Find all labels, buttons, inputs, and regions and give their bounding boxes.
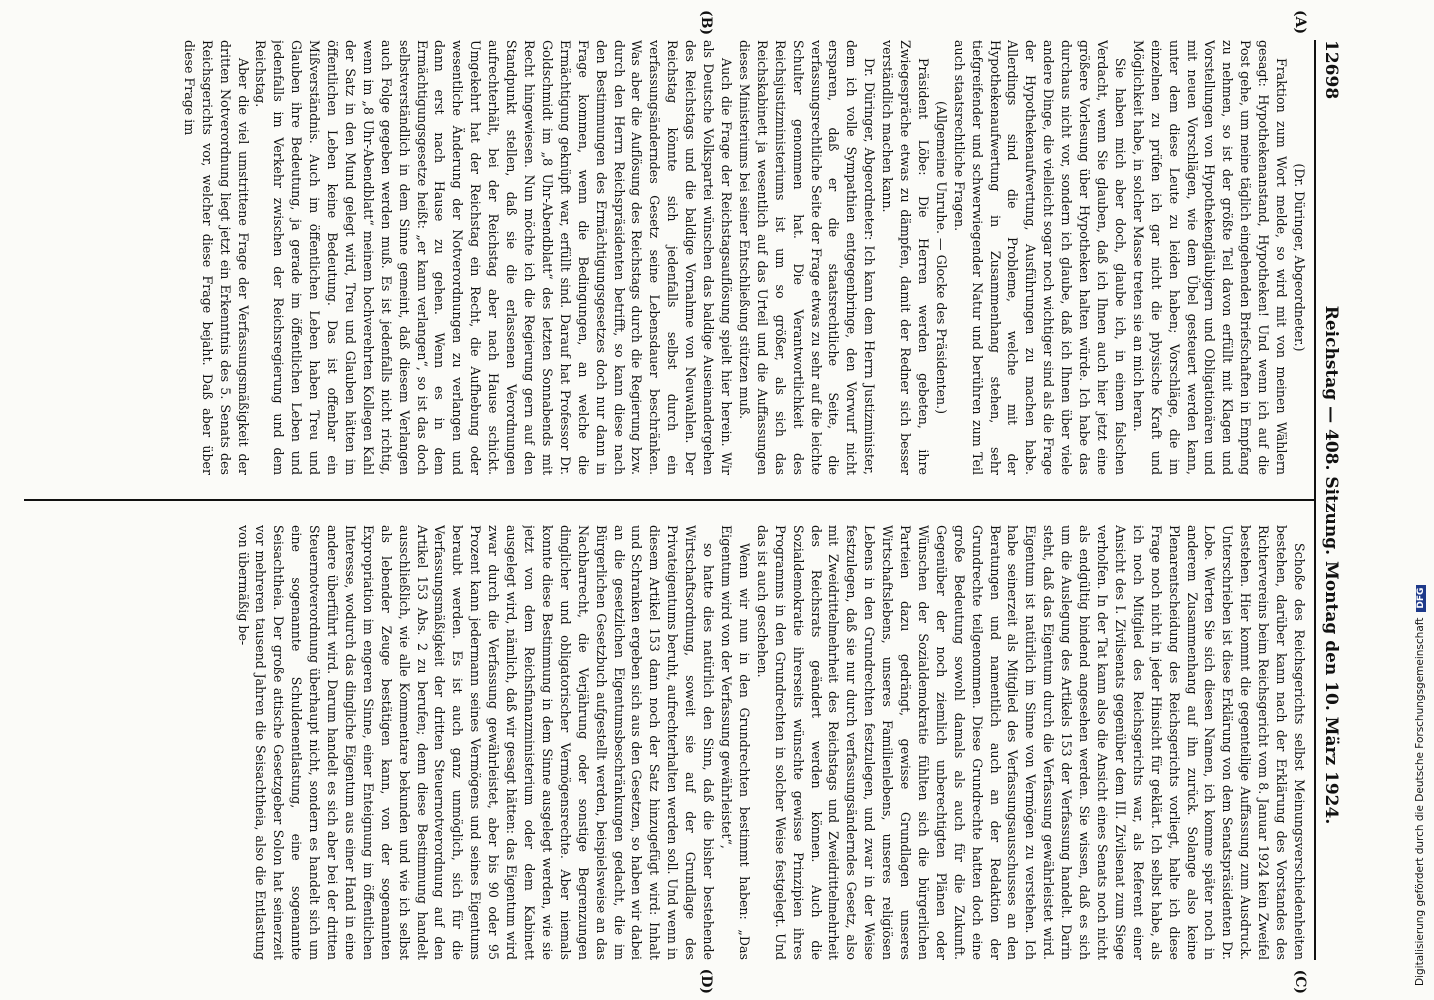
- marker-d: (D): [698, 968, 714, 994]
- paragraph: Auch die Frage der Reichstagsauflösung spielt hier herein. Wir als Deutsche Volkspartei wünschen das baldige Auseinandergehen des Reichstags und die baldige Vornahme von Neuwahlen. Der Reichstag könnte sich jedenfalls selbst durch ein verfassungsänderndes Gesetz seine Lebensdauer beschränken. Was aber die Auflösung des Reichstags durch die Regierung bzw. durch den Herrn Reichspräsidenten betrifft, so kann diese nach den Bestimmungen des Ermächtigungsgesetzes doch nur dann in Frage kommen, wenn die Bedingungen, an welche die Ermächtigung geknüpft war, erfüllt sind. Darauf hat Professor Dr. Goldschmidt im „8 Uhr-Abendblatt“ des letzten Sonnabends mit Recht hingewiesen. Nun möchte ich die Regierung gern auf den Standpunkt stellen, daß sie die erlassenen Verordnungen aufrechterhält, bei der Reichstag aber nach Hause schickt. Umgekehrt hat der Reichstag ein Recht, die Aufhebung oder wesentliche Änderung der Notverordnungen zu verlangen und dann erst nach Hause zu gehen. Wenn es in dem Ermächtigungsgesetze heißt: „er kann verlangen“, so ist das doch selbstverständlich in dem Sinne gemeint, daß diesem Verlangen auch Folge gegeben werden muß. Es ist jedenfalls nicht richtig, wenn im „8 Uhr-Abendblatt“ meinem hochverehrten Kollegen Kahl der Satz in den Mund gelegt wird, Treu und Glauben hätten im öffentlichen Leben keine Bedeutung. Das ist offenbar ein Mißverständnis. Auch im öffentlichen Leben haben Treu und Glauben ihre Bedeutung, ja gerade im öffentlichen Leben und jedenfalls im Verkehr zwischen der Reichsregierung und dem Reichstag.: [253, 40, 734, 476]
- paragraph: Aber die viel umstrittene Frage der Verfassungsmäßigkeit der dritten Notverordnung liegt jetzt ein Erkenntnis des 5. Senats des Reichsgerichts vor, welcher diese Frage bejaht. Daß aber über diese Frage im: [181, 40, 251, 476]
- paragraph: Präsident Löbe: Die Herren werden gebeten, ihre Zwiegespräche etwas zu dämpfen, damit der Redner sich besser verständlich machen kann.: [880, 40, 931, 476]
- marker-b: (B): [698, 10, 714, 36]
- credit-text: Digitalisierung gefördert durch die Deutsche Forschungsgemeinschaft: [1414, 617, 1426, 986]
- paragraph: so hatte dies natürlich den Sinn, daß die bisher bestehende Wirtschaftsordnung, soweit sie auf der Grundlage des Privateigentums beruht, aufrechterhalten werden soll. Und wenn in diesem Artikel 153 dann noch der Satz hinzugefügt wird: Inhalt und Schranken ergeben sich aus den Gesetzen, so haben wir dabei an die gesetzlichen Eigentumsbeschränkungen gedacht, die im Bürgerlichen Gesetzbuch aufgestellt werden, beispielsweise an das Nachbarrecht, die Verjährung oder sonstige Begrenzungen dinglicher und obligatorischer Vermögensrechte. Aber niemals konnte diese Bestimmung in dem Sinne ausgelegt werden, wie sie jetzt von dem Reichsfinanzministerium oder dem Kabinett ausgelegt wird, nämlich, daß wir gesagt hätten: das Eigentum wird zwar durch die Verfassung gewährleistet, aber bis 90 oder 95 Prozent kann jedermann seines Vermögens und seines Eigentums beraubt werden. Es ist auch ganz unmöglich, sich für die Verfassungsmäßigkeit der dritten Steuernotverordnung auf den Artikel 153 Abs. 2 zu berufen; denn diese Bestimmung handelt ausschließlich, wie alle Kommentare bekunden und wie ich selbst als lebender Zeuge bestätigen kann, von der sogenannten Expropriation im engeren Sinne, einer Enteignung im öffentlichen Interesse, wodurch das dingliche Eigentum aus einer Hand in eine andere überführt wird. Darum handelt es sich aber bei der dritten Steuernotverordnung überhaupt nicht, sondern es handelt sich um eine sogenannte Schuldenentlastung, eine sogenannte Seisachtheia. Der große attische Gesetzgeber Solon hat seinerzeit vor mehreren tausend Jahren die Seisachtheia, also die Entlastung von übermäßig be-: [235, 524, 717, 960]
- paragraph: Schoße des Reichsgerichts selbst Meinungsverschiedenheiten bestehen, darüber kann nach der Erklärung des Vorstandes des Richtervereins beim Reichsgericht vom 8. Januar 1924 kein Zweifel bestehen. Hier kommt die gegenteilige Auffassung zum Ausdruck. Unterschrieben ist diese Erklärung von dem Senatspräsidenten Dr. Lobe. Werten Sie sich diesen Namen, ich komme später noch in anderem Zusammenhang auf ihn zurück. Solange also keine Plenarentscheidung des Reichsgerichts vorliegt, halte ich diese Frage noch nicht in jeder Hinsicht für geklärt. Ich selbst habe, als ich noch Mitglied des Reichsgerichts war, als Referent einer Ansicht des I. Zivilsenats gegenüber dem III. Zivilsenat zum Siege verholfen. In der Tat kann also die Ansicht eines Senats noch nicht als endgültig bindend angesehen werden. Sie wissen, daß es sich um die Auslegung des Artikels 153 der Verfassung handelt. Darin steht, daß das Eigentum durch die Verfassung gewährleistet wird. Eigentum ist natürlich im Sinne von Vermögen zu verstehen. Ich habe seinerzeit als Mitglied des Verfassungsausschusses an den Beratungen und namentlich auch an der Redaktion der Grundrechte teilgenommen. Diese Grundrechte hatten doch eine große Bedeutung sowohl damals als auch für die Zukunft. Gegenüber der noch ziemlich unberechtigten Plänen oder Wünschen der Sozialdemokratie fühlten sich die bürgerlichen Parteien dazu gedrängt, gewisse Grundlagen unseres Wirtschaftslebens, unseres Familienlebens, unseres religiösen Lebens in den Grundrechten festzulegen, und zwar in der Weise festzulegen, daß sie nur durch verfassungsänderndes Gesetz, also mit Zweidrittelmehrheit des Reichstags und Zweidrittelmehrheit des Reichsrats geändert werden können. Auch die Sozialdemokratie ihrerseits wünschte gewisse Prinzipien ihres Programms in den Grundrechten in solcher Weise festgelegt. Und das ist auch geschehen.: [754, 524, 1307, 960]
- right-column: [24, 525, 1314, 960]
- paragraph: Dr. Düringer, Abgeordneter: Ich kann dem Herrn Justizminister, dem ich volle Sympathien entgegenbringe, den Vorwurf nicht ersparen, daß er die staatsrechtliche Seite, die verfassungsrechtliche Seite der Frage etwas zu sehr auf die leichte Schulter genommen hat. Die Verantwortlichkeit des Reichsjustizministeriums ist um so größer, als sich das Reichskabinett ja wesentlich auf das Urteil und die Auffassungen dieses Ministeriums bei seiner Entschließung stützen muß.: [736, 40, 878, 476]
- page-number: 12698: [1321, 40, 1341, 100]
- footer-credit: [1414, 585, 1426, 986]
- page-header: [1314, 40, 1346, 960]
- text-columns: [24, 10, 1314, 994]
- marker-c: (C): [1292, 969, 1308, 994]
- left-column: [24, 40, 1314, 475]
- dfg-logo-icon: DFG: [1416, 585, 1426, 612]
- header-title: Reichstag — 408. Sitzung. Montag den 10. März 1924.: [1321, 305, 1341, 825]
- column-divider: [24, 499, 1314, 501]
- marker-a: (A): [1292, 10, 1308, 35]
- paragraph: Fraktion zum Wort melde, so wird mit von meinen Wählern gesagt: Hypothekenanstand, Hypotheken! Und wenn ich auf die Post gehe, um meine täglich eingehenden Briefschaften in Empfang zu nehmen, so ist der größte Teil davon erfüllt mit Klagen und Vorstellungen von Hypothekengläubigern und Obligationären und mit neuen Vorschlägen, wie dem Übel gesteuert werden kann, unter dem diese Leute zu leiden haben; Vorschläge, die im einzelnen zu prüfen ich gar nicht die physische Kraft und Möglichkeit habe, in solcher Masse treten sie an mich heran.: [1130, 40, 1290, 476]
- paragraph: Wenn wir nun in den Grundrechten bestimmt haben: „Das Eigentum wird von der Verfassung gewährleistet“,: [719, 524, 752, 960]
- paragraph: (Dr. Düringer, Abgeordneter.): [1292, 163, 1307, 352]
- paragraph: Sie haben mich aber doch, glaube ich, in einem falschen Verdacht, wenn Sie glauben, daß ich Ihnen auch hier jetzt eine größere Vorlesung über Hypotheken halten würde. Ich habe das durchaus nicht vor, sondern ich glaube, daß ich Ihnen über viele andere Dinge, die vielleicht sogar noch wichtiger sind als die Frage der Hypothekenaufwertung, Ausführungen zu machen habe. Allerdings sind die Probleme, welche mit der Hypothekenaufwertung in Zusammenhang stehen, sehr tiefgreifender und schwerwiegender Natur und berühren zum Teil auch staatsrechtliche Fragen.: [951, 40, 1128, 476]
- paragraph: (Allgemeine Unruhe. — Glocke des Präsidenten.): [933, 100, 949, 415]
